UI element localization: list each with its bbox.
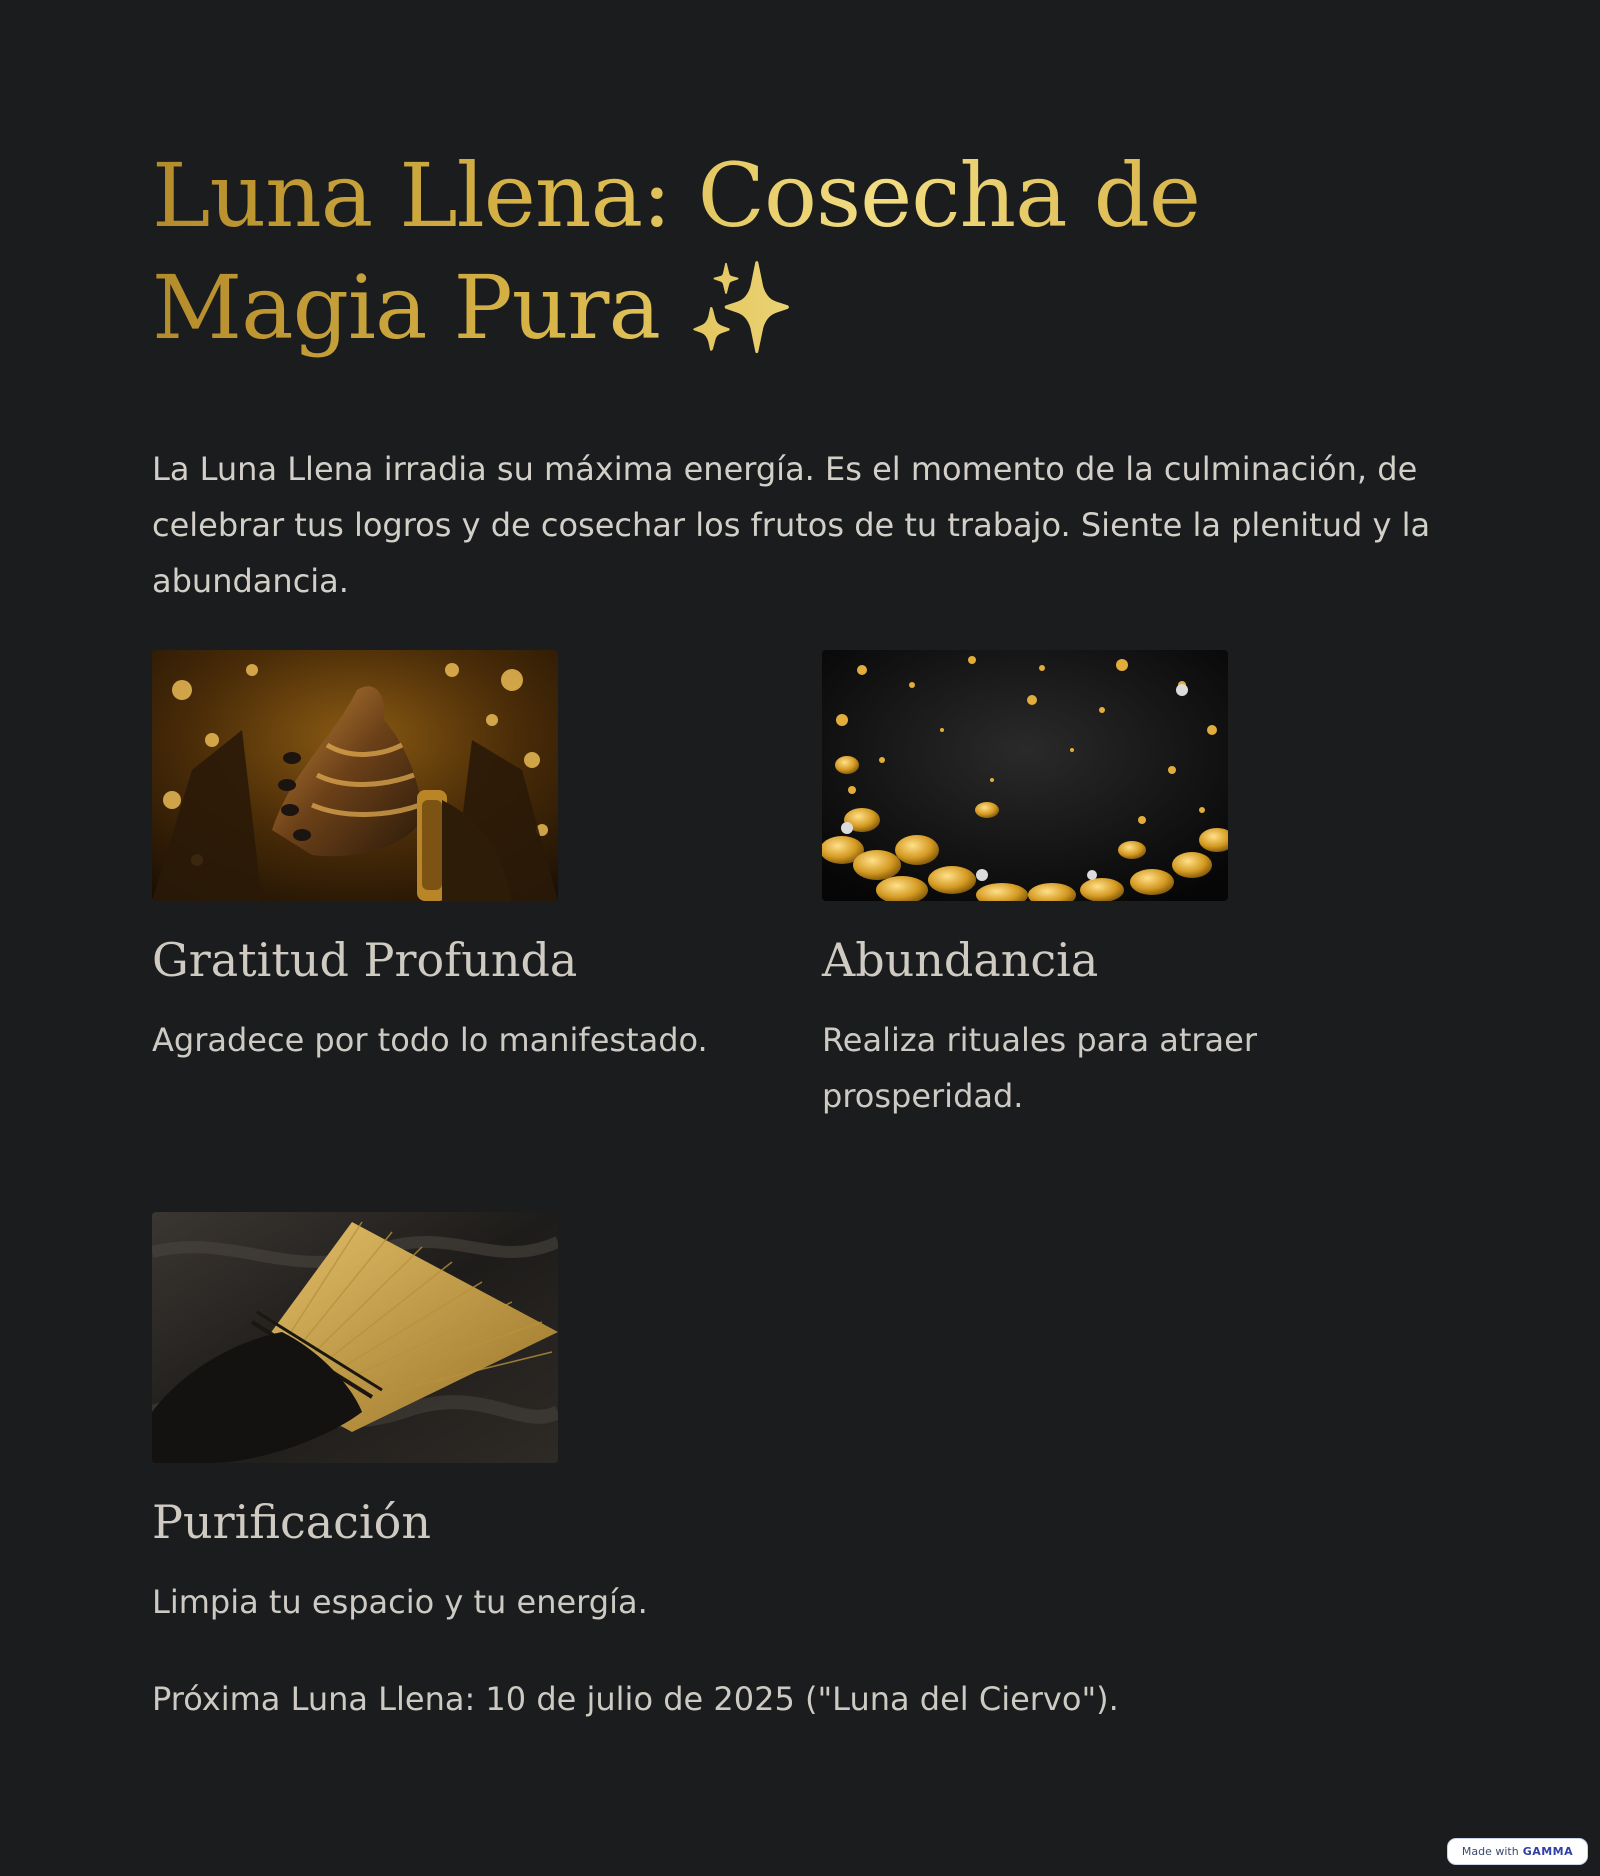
next-full-moon: Próxima Luna Llena: 10 de julio de 2025 ("Luna del Ciervo"). xyxy=(152,1680,1119,1718)
card-text-abundancia: Realiza rituales para atraer prosperidad. xyxy=(822,1021,1257,1115)
card-title-abundancia: Abundancia xyxy=(822,933,1099,987)
card-text-purificacion: Limpia tu espacio y tu energía. xyxy=(152,1583,648,1621)
intro-paragraph: La Luna Llena irradia su máxima energía. Es el momento de la culminación, de celebrar tus logros y de cosechar los frutos de tu trabajo. Siente la plenitud y la abundancia. xyxy=(152,450,1431,600)
card-title-gratitud: Gratitud Profunda xyxy=(152,933,578,987)
badge-prefix: Made with xyxy=(1461,1845,1519,1858)
page-title: Luna Llena: Cosecha de Magia Pura ✨ xyxy=(152,140,1482,364)
gamma-logo: GAMMA xyxy=(1522,1845,1574,1858)
card-text-gratitud: Agradece por todo lo manifestado. xyxy=(152,1021,708,1059)
card-title-purificacion: Purificación xyxy=(152,1495,431,1549)
gold-praying-hands-image xyxy=(152,650,558,901)
gold-coins-image xyxy=(822,650,1228,901)
broom-on-silk-image xyxy=(152,1212,558,1463)
made-with-gamma-badge[interactable] xyxy=(1447,1838,1588,1865)
